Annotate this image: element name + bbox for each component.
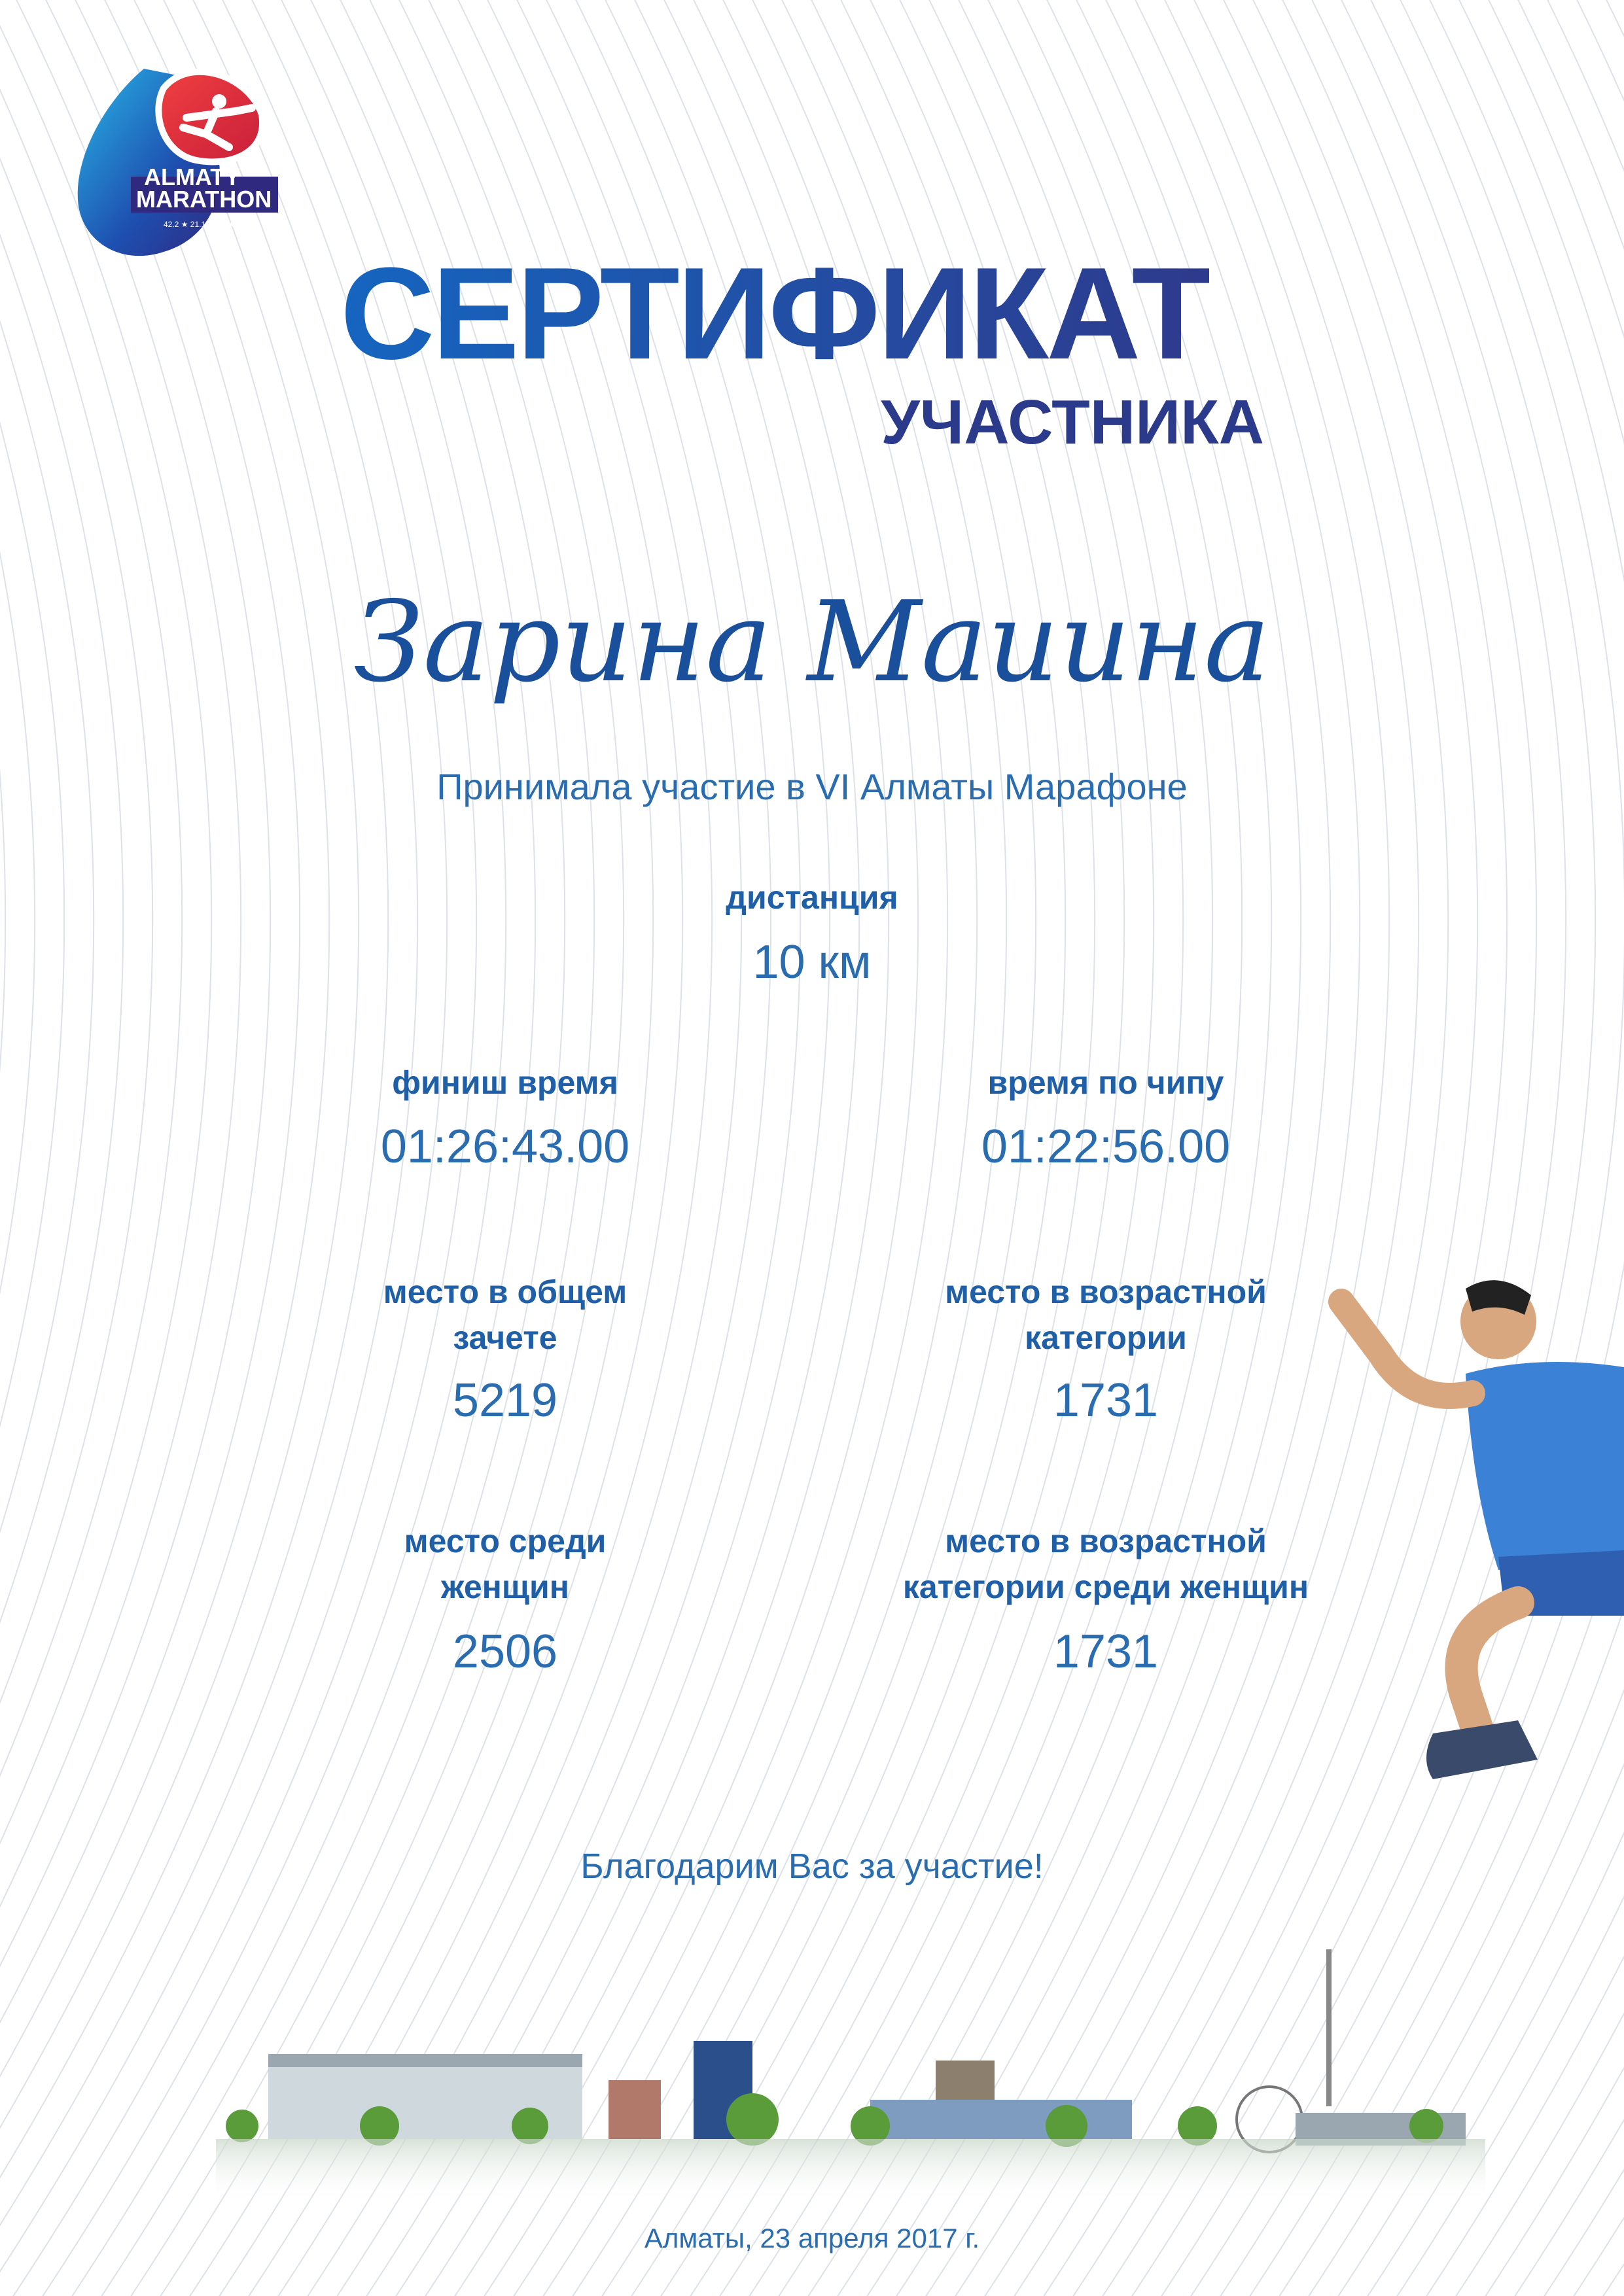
- label-line: зачете: [453, 1319, 557, 1356]
- finish-time-label: финиш время: [392, 1064, 618, 1101]
- almaty-marathon-logo: [65, 62, 288, 265]
- label-line: место в возрастной: [945, 1274, 1267, 1310]
- label-line: место в общем: [383, 1274, 627, 1310]
- runner-image: [1302, 1262, 1624, 1792]
- overall-place-value: 5219: [452, 1374, 558, 1427]
- age-category-place-value: 1731: [1053, 1374, 1159, 1427]
- label-line: место среди: [404, 1523, 607, 1559]
- runner-icon: [212, 94, 226, 109]
- thanks-text: Благодарим Вас за участие!: [580, 1847, 1044, 1886]
- label-line: категории: [1025, 1319, 1187, 1356]
- distance-label: дистанция: [726, 879, 898, 916]
- women-place-value: 2506: [452, 1626, 558, 1678]
- overall-place-label: [211, 1269, 800, 1361]
- chip-time-value: 01:22:56.00: [981, 1121, 1231, 1173]
- finish-time-value: 01:26:43.00: [380, 1121, 630, 1173]
- footer-date: Алматы, 23 апреля 2017 г.: [644, 2223, 980, 2253]
- svg-text:42.2 ★ 21.1 ★ 10 ★ 3: 42.2 ★ 21.1 ★ 10 ★ 3: [164, 220, 242, 229]
- label-line: женщин: [441, 1569, 569, 1605]
- label-line: место в возрастной: [945, 1523, 1267, 1559]
- age-category-women-place-value: 1731: [1053, 1626, 1159, 1678]
- city-skyline-image: [216, 1930, 1485, 2204]
- certificate-title: СЕРТИФИКАТ: [340, 241, 1209, 387]
- svg-text:MARATHON: MARATHON: [136, 186, 272, 213]
- label-line: категории среди женщин: [902, 1569, 1309, 1605]
- participation-text: Принимала участие в VI Алматы Марафоне: [436, 766, 1188, 807]
- participant-name: Зарина Маuина: [353, 578, 1271, 707]
- chip-time-label: время по чипу: [987, 1064, 1224, 1101]
- women-place-label: [211, 1518, 800, 1610]
- distance-value: 10 км: [752, 936, 872, 988]
- svg-text:ALMATY: ALMATY: [144, 164, 241, 190]
- certificate-subtitle: УЧАСТНИКА: [881, 387, 1264, 457]
